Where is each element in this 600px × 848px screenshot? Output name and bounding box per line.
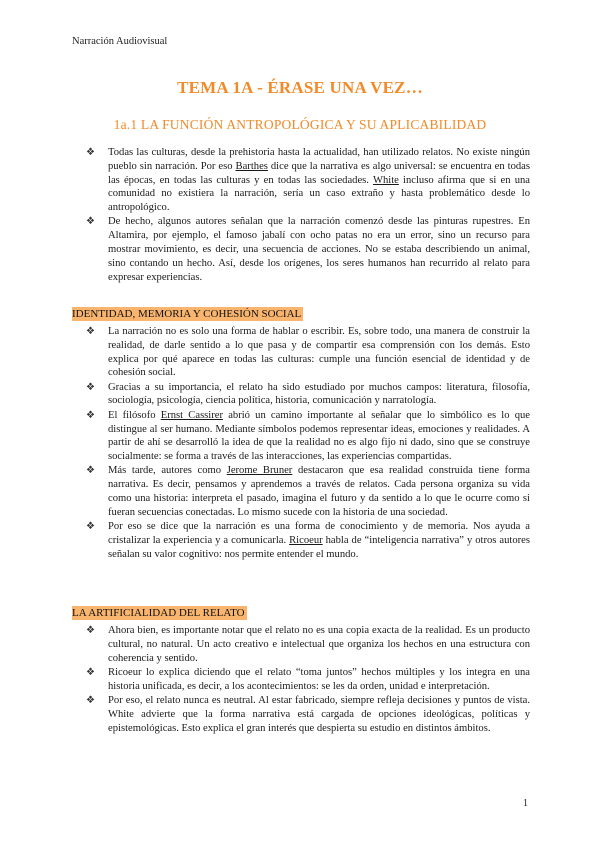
document-header: Narración Audiovisual — [72, 36, 168, 47]
intro-section — [72, 146, 530, 285]
list-item: ❖ Por eso, el relato nunca es neutral. Al estar fabricado, siempre refleja decisiones y puntos de vista. White advierte que la forma narrativa está cargada de opciones ideológicas, políticas y epistemológicas. Esto explica el gran interés que despierta su estudio en distintos ámbitos. — [86, 694, 530, 734]
page-title: TEMA 1A - ÉRASE UNA VEZ… — [177, 78, 423, 97]
diamond-bullet-icon: ❖ — [86, 625, 95, 636]
list-item: ❖ Gracias a su importancia, el relato ha sido estudiado por muchos campos: literatura, filosofía, sociología, psicología, ciencia política, historia, comunicación y narratología. — [86, 381, 530, 407]
list-item: ❖ La narración no es solo una forma de hablar o escribir. Es, sobre todo, una manera de construir la realidad, de darle sentido a lo que pasa y de compartir esa comprensión con los demás. Esto explica por qué aparece en todas las culturas: cumple una función esencial de identidad y de cohesión social. — [86, 326, 530, 379]
diamond-bullet-icon: ❖ — [86, 409, 95, 421]
diamond-bullet-icon: ❖ — [86, 521, 95, 533]
author-name: Barthes — [235, 160, 268, 172]
page-number: 1 — [523, 798, 528, 809]
list-item: ❖ El filósofo Ernst Cassirer abrió un camino importante al señalar que lo simbólico es lo que distingue al ser humano. Mediante símbolos podemos representar ideas, emociones y realidades. A partir de ahí se desarrolló la idea de que la realidad no es algo fijo ni dado, sino que se construye socialmente: se forma a través de las interacciones, las experiencias compartidas. — [86, 409, 530, 463]
artificiality-section — [72, 603, 530, 736]
author-name: Jerome Bruner — [226, 465, 293, 477]
identity-section — [72, 304, 530, 562]
diamond-bullet-icon: ❖ — [86, 465, 95, 477]
section-heading: LA ARTIFICIALIDAD DEL RELATO — [72, 607, 245, 619]
diamond-bullet-icon: ❖ — [86, 694, 95, 706]
author-name: White — [372, 174, 399, 186]
list-item: ❖ De hecho, algunos autores señalan que la narración comenzó desde las pinturas rupestres. En Altamira, por ejemplo, el famoso jabalí con ocho patas no era un error, sino un recurso para mostrar movimiento, es decir, una secuencia de acciones. No se estaba describiendo un animal, sino contando un hecho. Así, desde los orígenes, los seres humanos han recurrido al relato para expresar experiencias. — [86, 216, 530, 283]
author-name: Ricoeur — [289, 534, 323, 546]
diamond-bullet-icon: ❖ — [86, 381, 95, 393]
diamond-bullet-icon: ❖ — [86, 216, 95, 228]
author-name: Ernst Cassirer — [160, 409, 224, 421]
list-item: ❖ Todas las culturas, desde la prehistoria hasta la actualidad, han utilizado relatos. No existe ningún pueblo sin narración. Por eso Barthes dice que la narrativa es algo universal: se encuentra en todas las épocas, en todas las culturas y en todas las sociedades. White incluso afirma que si en una comunidad no existiera la narración, sería un caso extraño y hasta problemático desde lo antropológico. — [86, 147, 530, 214]
list-item: ❖ Ricoeur lo explica diciendo que el relato “toma juntos” hechos múltiples y los integra en una historia unificada, es decir, a los acontecimientos: se les da orden, unidad e interpretación. — [86, 666, 530, 692]
section-heading: IDENTIDAD, MEMORIA Y COHESIÓN SOCIAL — [72, 308, 302, 320]
list-item: ❖ Por eso se dice que la narración es una forma de conocimiento y de memoria. Nos ayuda a cristalizar la experiencia y a comunicarla. Ricoeur habla de “inteligencia narrativa” y otros autores señalan su valor cognitivo: nos permite entender el mundo. — [86, 521, 530, 560]
section-subtitle: 1a.1 LA FUNCIÓN ANTROPOLÓGICA Y SU APLICABILIDAD — [113, 117, 487, 132]
list-item: ❖ Más tarde, autores como Jerome Bruner destacaron que esa realidad construida tiene forma narrativa. Es decir, pensamos y aprendemos a través de relatos. Cada persona organiza su vida como una historia: interpreta el pasado, imagina el futuro y da sentido a lo que le ocurre como si fueran secuencias conectadas. Lo mismo sucede con la historia de una sociedad. — [86, 465, 530, 518]
diamond-bullet-icon: ❖ — [86, 147, 95, 158]
diamond-bullet-icon: ❖ — [86, 666, 95, 678]
diamond-bullet-icon: ❖ — [86, 326, 95, 337]
list-item: ❖ Ahora bien, es importante notar que el relato no es una copia exacta de la realidad. Es un producto cultural, no natural. Un acto creativo e intelectual que organiza los hechos en una estructura con coherencia y sentido. — [86, 625, 530, 664]
